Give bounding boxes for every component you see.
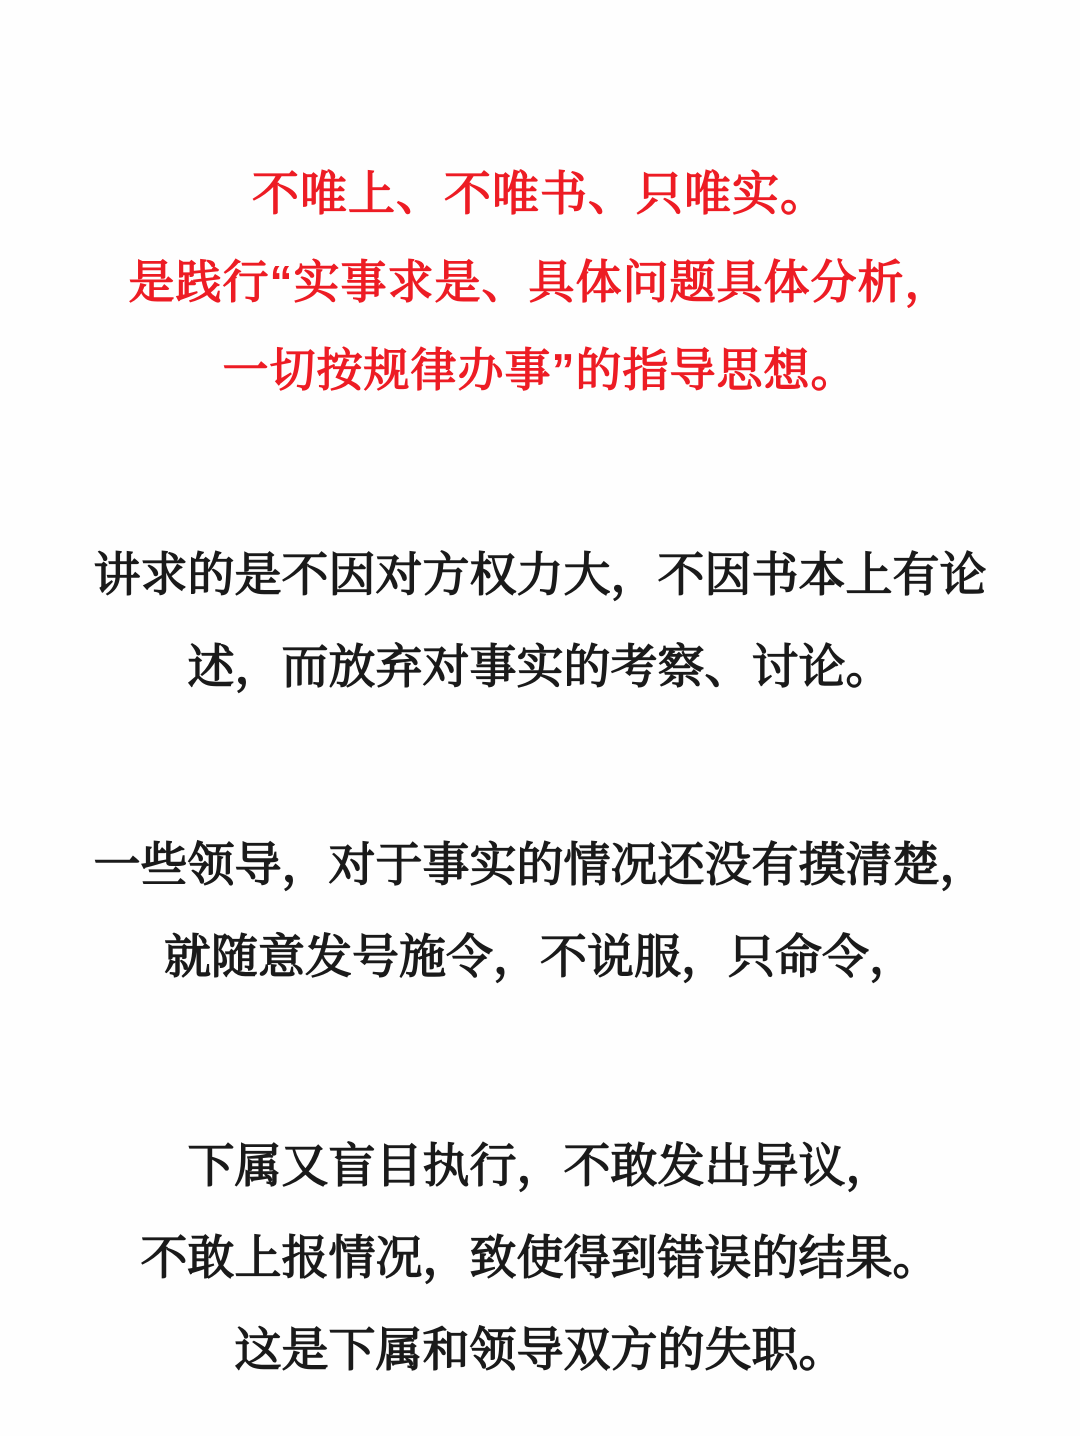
paragraph-3-line-2: 不敢上报情况，致使得到错误的结果。 xyxy=(140,1231,940,1284)
paragraph-1 xyxy=(70,529,1010,713)
heading-block xyxy=(70,150,1010,414)
paragraph-2-line-2: 就随意发号施令，不说服，只命令， xyxy=(164,930,916,984)
heading-line-1: 不唯上、不唯书、只唯实。 xyxy=(252,167,828,220)
paragraph-2-line-1: 一些领导，对于事实的情况还没有摸清楚， xyxy=(93,838,987,892)
paragraph-1-line-1: 讲求的是不因对方权力大，不因书本上有论 xyxy=(93,547,987,601)
heading-line-2: 是践行“实事求是、具体问题具体分析， xyxy=(128,256,952,308)
paragraph-3-line-1: 下属又盲目执行，不敢发出异议， xyxy=(187,1139,893,1192)
heading-line-3: 一切按规律办事”的指导思想。 xyxy=(222,344,858,396)
paragraph-3-line-3: 这是下属和领导双方的失职。 xyxy=(234,1323,846,1376)
paragraph-2 xyxy=(70,819,1010,1003)
paragraph-3 xyxy=(70,1120,1010,1396)
paragraph-1-line-2: 述，而放弃对事实的考察、讨论。 xyxy=(187,639,893,693)
